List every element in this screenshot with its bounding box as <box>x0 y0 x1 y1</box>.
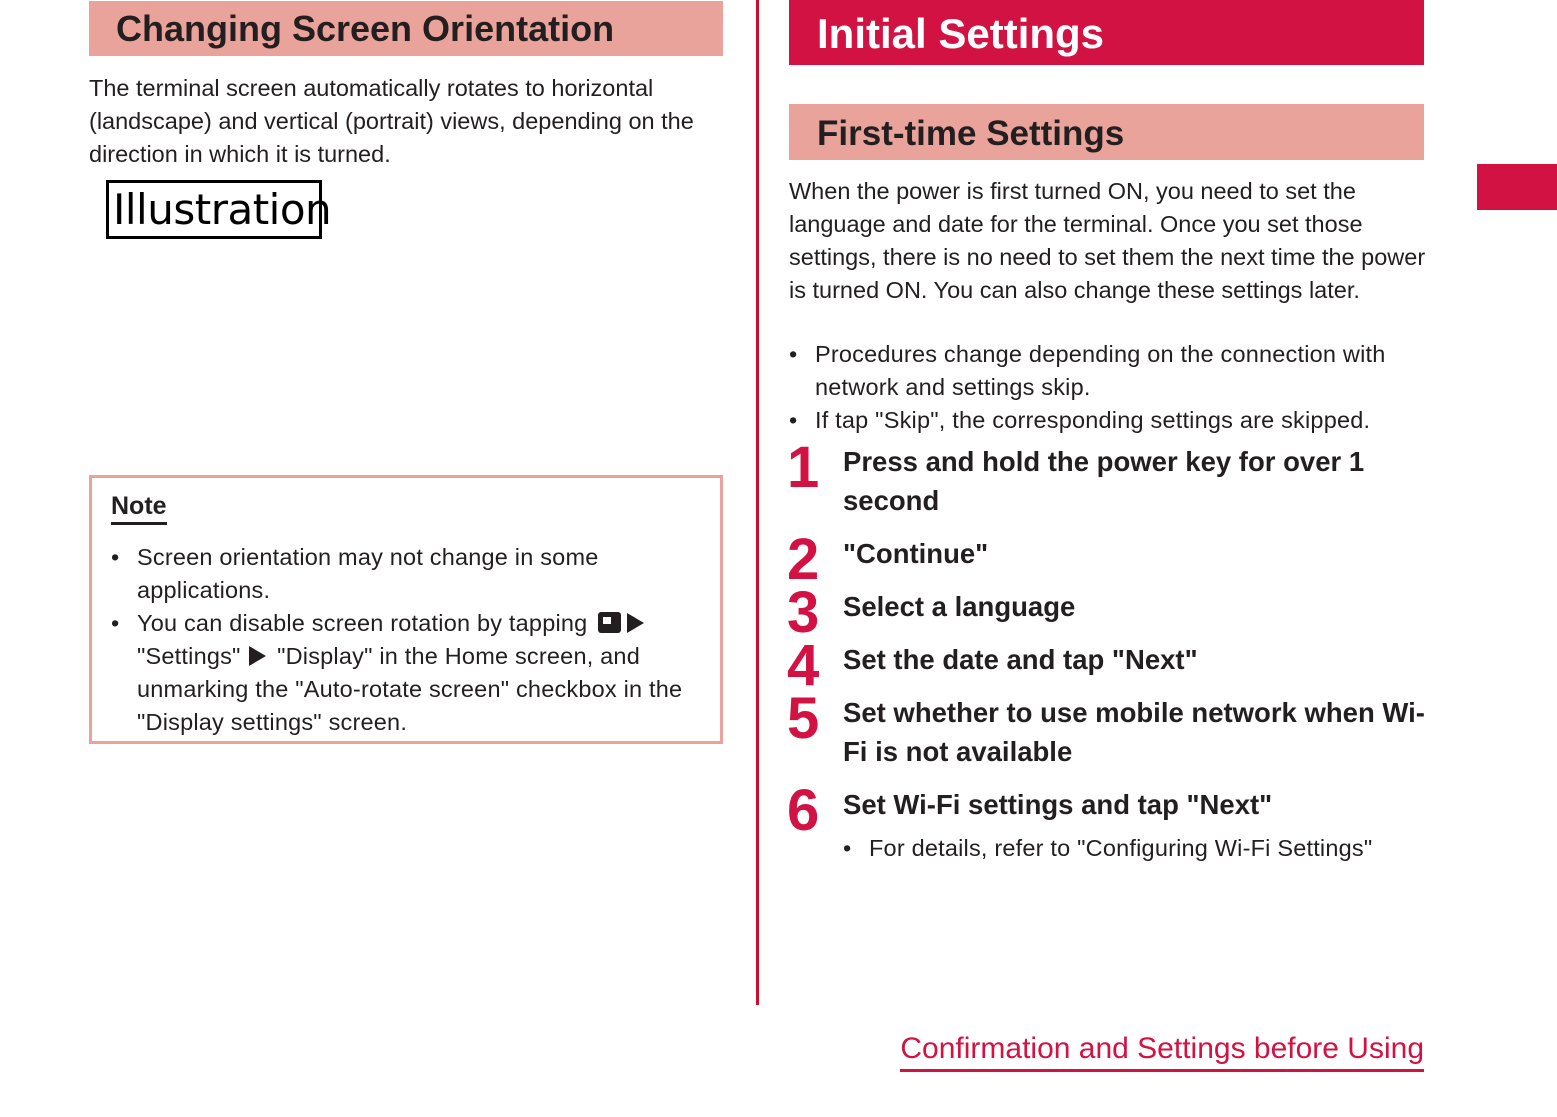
step-text: Press and hold the power key for over 1 second <box>843 446 1365 516</box>
step-text: Set whether to use mobile network when Wi-Fi is not available <box>843 697 1425 767</box>
chapter-tab <box>1477 164 1557 210</box>
step-text: Set the date and tap "Next" <box>843 644 1198 675</box>
note-item-text: "Settings" <box>137 643 241 669</box>
step-text: Set Wi-Fi settings and tap "Next" <box>843 789 1273 820</box>
note-item <box>111 541 691 607</box>
bullet-icon: • <box>111 544 120 570</box>
step6-bullets <box>843 832 1372 865</box>
bullet-icon: • <box>111 610 120 636</box>
first-time-description: When the power is first turned ON, you need to set the language and date for the terminal. Once you set those settings, there is no need to set them the next time the power is turned ON. You can also change these settings later. <box>789 178 1426 303</box>
list-item-text: For details, refer to "Configuring Wi-Fi Settings" <box>869 835 1373 861</box>
note-item-text: You can disable screen rotation by tapping <box>137 610 588 636</box>
section-heading-initial-settings: Initial Settings <box>789 0 1424 65</box>
note-item-text: Screen orientation may not change in some applications. <box>137 544 599 603</box>
note-box <box>89 475 723 744</box>
step-text: Select a language <box>843 591 1076 622</box>
list-item <box>843 832 1372 865</box>
subsection-heading-first-time: First-time Settings <box>789 104 1424 160</box>
step-text: "Continue" <box>843 538 989 569</box>
step-number: 2 <box>787 527 820 592</box>
step-number: 5 <box>787 686 820 751</box>
step-number: 6 <box>787 778 820 843</box>
bullet-icon: • <box>789 341 798 367</box>
first-time-bullets <box>789 338 1429 437</box>
menu-key-icon <box>598 612 621 633</box>
list-item-text: If tap "Skip", the corresponding settings are skipped. <box>815 407 1371 433</box>
step-number: 4 <box>787 633 820 698</box>
list-item <box>789 404 1429 437</box>
list-item-text: Procedures change depending on the connection with network and settings skip. <box>815 341 1386 400</box>
section-heading-screen-orientation: Changing Screen Orientation <box>89 1 723 56</box>
bullet-icon: • <box>843 835 852 861</box>
arrow-right-icon <box>249 646 266 666</box>
note-title: Note <box>111 490 167 525</box>
column-divider <box>756 0 759 1005</box>
note-item-text: "Display" in the Home screen, and unmarking the "Auto-rotate screen" checkbox in the "Display settings" screen. <box>137 643 683 735</box>
arrow-right-icon <box>627 613 644 633</box>
step-number: 1 <box>787 435 820 500</box>
list-item <box>789 338 1429 404</box>
note-item <box>111 607 691 739</box>
chapter-footer-link[interactable]: Confirmation and Settings before Using <box>900 1029 1424 1072</box>
step-number: 3 <box>787 580 820 645</box>
orientation-description: The terminal screen automatically rotates to horizontal (landscape) and vertical (portrait) views, depending on the direction in which it is turned. <box>89 75 694 167</box>
illustration-placeholder: Illustration <box>106 180 322 239</box>
note-list <box>111 541 691 739</box>
bullet-icon: • <box>789 407 798 433</box>
